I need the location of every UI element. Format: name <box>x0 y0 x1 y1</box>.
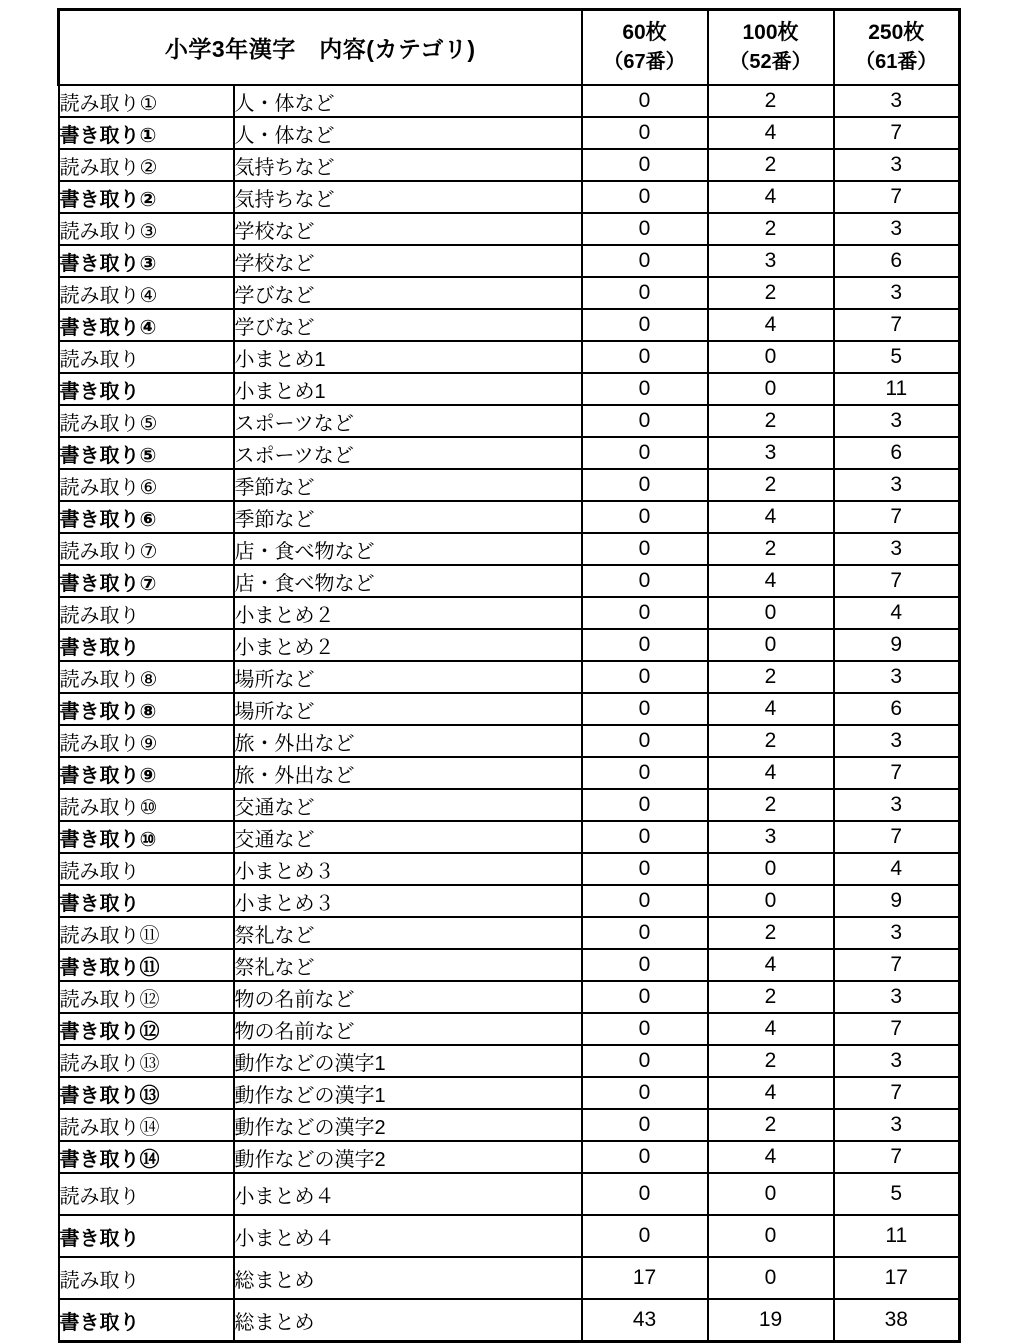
table-row <box>59 949 960 981</box>
cell-value-250: 7 <box>834 949 960 981</box>
row-section-label: 読み取り <box>59 853 234 885</box>
cell-value-250: 11 <box>834 1215 960 1257</box>
row-section-label: 書き取り⑧ <box>59 693 234 725</box>
table-row <box>59 341 960 373</box>
cell-value-250: 7 <box>834 117 960 149</box>
cell-value-100: 2 <box>708 789 834 821</box>
cell-value-250: 7 <box>834 1077 960 1109</box>
cell-value-60: 0 <box>582 629 708 661</box>
row-category-label: 小まとめ４ <box>234 1173 582 1215</box>
cell-value-100: 0 <box>708 597 834 629</box>
cell-value-100: 2 <box>708 1109 834 1141</box>
cell-value-60: 0 <box>582 789 708 821</box>
row-section-label: 書き取り <box>59 885 234 917</box>
cell-value-60: 0 <box>582 853 708 885</box>
row-section-label: 読み取り⑭ <box>59 1109 234 1141</box>
cell-value-100: 4 <box>708 757 834 789</box>
row-section-label: 書き取り① <box>59 117 234 149</box>
cell-value-60: 0 <box>582 373 708 405</box>
table-row <box>59 629 960 661</box>
table-row <box>59 405 960 437</box>
row-category-label: 小まとめ２ <box>234 597 582 629</box>
row-category-label: 学びなど <box>234 309 582 341</box>
cell-value-60: 0 <box>582 725 708 757</box>
cell-value-60: 0 <box>582 565 708 597</box>
row-section-label: 読み取り④ <box>59 277 234 309</box>
table-row <box>59 1045 960 1077</box>
cell-value-100: 4 <box>708 309 834 341</box>
cell-value-250: 3 <box>834 533 960 565</box>
row-category-label: 場所など <box>234 661 582 693</box>
row-section-label: 書き取り <box>59 1299 234 1342</box>
cell-value-250: 7 <box>834 181 960 213</box>
row-category-label: スポーツなど <box>234 437 582 469</box>
row-section-label: 読み取り③ <box>59 213 234 245</box>
kanji-summary-table <box>57 8 961 1343</box>
column-header-60-number: （67番） <box>603 51 686 74</box>
cell-value-100: 2 <box>708 85 834 117</box>
row-section-label: 読み取り <box>59 597 234 629</box>
row-section-label: 書き取り④ <box>59 309 234 341</box>
cell-value-250: 7 <box>834 821 960 853</box>
cell-value-100: 2 <box>708 405 834 437</box>
cell-value-60: 0 <box>582 213 708 245</box>
cell-value-60: 0 <box>582 1013 708 1045</box>
table-row <box>59 245 960 277</box>
row-category-label: 物の名前など <box>234 1013 582 1045</box>
column-header-250-count: 250枚 <box>868 20 925 44</box>
cell-value-60: 0 <box>582 277 708 309</box>
table-row <box>59 853 960 885</box>
row-category-label: 小まとめ４ <box>234 1215 582 1257</box>
cell-value-60: 0 <box>582 1173 708 1215</box>
cell-value-60: 0 <box>582 1109 708 1141</box>
row-category-label: 気持ちなど <box>234 181 582 213</box>
cell-value-100: 0 <box>708 373 834 405</box>
cell-value-60: 0 <box>582 917 708 949</box>
table-row <box>59 981 960 1013</box>
table-row <box>59 917 960 949</box>
cell-value-250: 3 <box>834 149 960 181</box>
row-section-label: 書き取り⑭ <box>59 1141 234 1173</box>
cell-value-100: 2 <box>708 661 834 693</box>
row-category-label: 動作などの漢字2 <box>234 1109 582 1141</box>
cell-value-60: 0 <box>582 949 708 981</box>
row-section-label: 書き取り⑦ <box>59 565 234 597</box>
cell-value-100: 2 <box>708 725 834 757</box>
cell-value-250: 6 <box>834 693 960 725</box>
cell-value-60: 0 <box>582 1141 708 1173</box>
column-header-250 <box>834 10 960 86</box>
header-row <box>59 10 960 86</box>
row-category-label: 季節など <box>234 501 582 533</box>
cell-value-100: 0 <box>708 341 834 373</box>
cell-value-60: 0 <box>582 469 708 501</box>
row-section-label: 書き取り <box>59 373 234 405</box>
cell-value-250: 7 <box>834 1141 960 1173</box>
column-header-60-count: 60枚 <box>622 20 667 44</box>
cell-value-250: 17 <box>834 1257 960 1299</box>
cell-value-250: 11 <box>834 373 960 405</box>
table-row <box>59 757 960 789</box>
table-row <box>59 1141 960 1173</box>
row-section-label: 書き取り <box>59 629 234 661</box>
row-category-label: 人・体など <box>234 117 582 149</box>
row-category-label: 小まとめ３ <box>234 885 582 917</box>
cell-value-60: 0 <box>582 149 708 181</box>
row-section-label: 書き取り⑫ <box>59 1013 234 1045</box>
cell-value-250: 9 <box>834 629 960 661</box>
cell-value-100: 4 <box>708 501 834 533</box>
row-category-label: 動作などの漢字2 <box>234 1141 582 1173</box>
row-category-label: 総まとめ <box>234 1299 582 1342</box>
table-row <box>59 437 960 469</box>
cell-value-100: 3 <box>708 245 834 277</box>
column-header-100-number: （52番） <box>729 51 812 74</box>
cell-value-60: 0 <box>582 181 708 213</box>
cell-value-250: 3 <box>834 405 960 437</box>
table-row <box>59 277 960 309</box>
row-section-label: 書き取り⑤ <box>59 437 234 469</box>
cell-value-60: 0 <box>582 245 708 277</box>
cell-value-250: 3 <box>834 213 960 245</box>
cell-value-100: 2 <box>708 213 834 245</box>
row-category-label: 総まとめ <box>234 1257 582 1299</box>
row-category-label: 動作などの漢字1 <box>234 1045 582 1077</box>
row-section-label: 読み取り⑪ <box>59 917 234 949</box>
cell-value-250: 5 <box>834 341 960 373</box>
row-category-label: 動作などの漢字1 <box>234 1077 582 1109</box>
cell-value-250: 3 <box>834 981 960 1013</box>
cell-value-100: 2 <box>708 277 834 309</box>
cell-value-60: 0 <box>582 821 708 853</box>
table-row <box>59 469 960 501</box>
table-title: 小学3年漢字 内容(カテゴリ) <box>59 10 582 86</box>
cell-value-250: 3 <box>834 277 960 309</box>
table-row <box>59 661 960 693</box>
cell-value-100: 4 <box>708 1013 834 1045</box>
row-category-label: 学びなど <box>234 277 582 309</box>
table-row <box>59 1173 960 1215</box>
row-category-label: 小まとめ1 <box>234 341 582 373</box>
cell-value-60: 0 <box>582 757 708 789</box>
row-category-label: 学校など <box>234 213 582 245</box>
row-section-label: 読み取り <box>59 1257 234 1299</box>
cell-value-60: 43 <box>582 1299 708 1342</box>
table-row <box>59 725 960 757</box>
row-category-label: 小まとめ２ <box>234 629 582 661</box>
row-section-label: 読み取り⑩ <box>59 789 234 821</box>
cell-value-60: 0 <box>582 405 708 437</box>
table-row <box>59 1109 960 1141</box>
cell-value-60: 0 <box>582 341 708 373</box>
cell-value-250: 5 <box>834 1173 960 1215</box>
row-section-label: 書き取り⑨ <box>59 757 234 789</box>
row-section-label: 読み取り <box>59 1173 234 1215</box>
cell-value-100: 19 <box>708 1299 834 1342</box>
table-row <box>59 1013 960 1045</box>
cell-value-250: 3 <box>834 789 960 821</box>
cell-value-250: 3 <box>834 917 960 949</box>
row-section-label: 読み取り① <box>59 85 234 117</box>
row-category-label: 祭礼など <box>234 917 582 949</box>
row-section-label: 読み取り <box>59 341 234 373</box>
cell-value-100: 0 <box>708 885 834 917</box>
cell-value-250: 3 <box>834 661 960 693</box>
row-category-label: 物の名前など <box>234 981 582 1013</box>
cell-value-100: 4 <box>708 1141 834 1173</box>
cell-value-100: 4 <box>708 693 834 725</box>
row-category-label: 気持ちなど <box>234 149 582 181</box>
cell-value-60: 0 <box>582 885 708 917</box>
row-category-label: 交通など <box>234 821 582 853</box>
table-row <box>59 597 960 629</box>
cell-value-100: 3 <box>708 821 834 853</box>
cell-value-250: 4 <box>834 597 960 629</box>
cell-value-60: 0 <box>582 501 708 533</box>
row-section-label: 読み取り⑧ <box>59 661 234 693</box>
cell-value-100: 3 <box>708 437 834 469</box>
row-section-label: 読み取り⑦ <box>59 533 234 565</box>
row-section-label: 書き取り⑥ <box>59 501 234 533</box>
row-section-label: 読み取り⑬ <box>59 1045 234 1077</box>
row-section-label: 読み取り⑫ <box>59 981 234 1013</box>
cell-value-100: 4 <box>708 181 834 213</box>
cell-value-250: 3 <box>834 1045 960 1077</box>
cell-value-250: 7 <box>834 1013 960 1045</box>
table-header <box>59 10 960 86</box>
table-row <box>59 565 960 597</box>
cell-value-100: 2 <box>708 917 834 949</box>
row-section-label: 読み取り⑤ <box>59 405 234 437</box>
cell-value-250: 6 <box>834 437 960 469</box>
column-header-100 <box>708 10 834 86</box>
cell-value-100: 2 <box>708 469 834 501</box>
cell-value-100: 0 <box>708 629 834 661</box>
cell-value-60: 0 <box>582 437 708 469</box>
row-section-label: 読み取り⑥ <box>59 469 234 501</box>
row-section-label: 読み取り⑨ <box>59 725 234 757</box>
cell-value-100: 0 <box>708 1173 834 1215</box>
row-category-label: 小まとめ３ <box>234 853 582 885</box>
row-category-label: 場所など <box>234 693 582 725</box>
cell-value-60: 0 <box>582 85 708 117</box>
table-row <box>59 213 960 245</box>
row-category-label: 店・食べ物など <box>234 533 582 565</box>
table-row <box>59 693 960 725</box>
column-header-100-count: 100枚 <box>742 20 799 44</box>
cell-value-100: 2 <box>708 1045 834 1077</box>
cell-value-100: 2 <box>708 149 834 181</box>
table-row <box>59 789 960 821</box>
cell-value-60: 0 <box>582 309 708 341</box>
table-row <box>59 117 960 149</box>
cell-value-100: 0 <box>708 1257 834 1299</box>
table-row <box>59 181 960 213</box>
row-section-label: 書き取り③ <box>59 245 234 277</box>
cell-value-250: 7 <box>834 565 960 597</box>
cell-value-60: 0 <box>582 693 708 725</box>
table-row <box>59 149 960 181</box>
cell-value-100: 4 <box>708 1077 834 1109</box>
row-section-label: 読み取り② <box>59 149 234 181</box>
cell-value-250: 3 <box>834 1109 960 1141</box>
column-header-250-number: （61番） <box>855 51 938 74</box>
table-row <box>59 501 960 533</box>
cell-value-60: 0 <box>582 117 708 149</box>
cell-value-60: 0 <box>582 661 708 693</box>
cell-value-250: 9 <box>834 885 960 917</box>
row-section-label: 書き取り⑬ <box>59 1077 234 1109</box>
row-section-label: 書き取り⑩ <box>59 821 234 853</box>
cell-value-100: 2 <box>708 981 834 1013</box>
row-category-label: 旅・外出など <box>234 725 582 757</box>
cell-value-100: 4 <box>708 949 834 981</box>
cell-value-60: 0 <box>582 1077 708 1109</box>
cell-value-250: 4 <box>834 853 960 885</box>
row-category-label: 祭礼など <box>234 949 582 981</box>
row-category-label: スポーツなど <box>234 405 582 437</box>
cell-value-60: 0 <box>582 533 708 565</box>
table-row <box>59 1215 960 1257</box>
row-category-label: 小まとめ1 <box>234 373 582 405</box>
row-category-label: 人・体など <box>234 85 582 117</box>
cell-value-250: 7 <box>834 309 960 341</box>
cell-value-250: 3 <box>834 725 960 757</box>
cell-value-250: 6 <box>834 245 960 277</box>
cell-value-250: 7 <box>834 501 960 533</box>
cell-value-100: 4 <box>708 565 834 597</box>
cell-value-60: 0 <box>582 1215 708 1257</box>
table-row <box>59 309 960 341</box>
cell-value-100: 0 <box>708 853 834 885</box>
cell-value-100: 2 <box>708 533 834 565</box>
row-category-label: 季節など <box>234 469 582 501</box>
column-header-60 <box>582 10 708 86</box>
cell-value-250: 38 <box>834 1299 960 1342</box>
table-row <box>59 85 960 117</box>
cell-value-60: 0 <box>582 981 708 1013</box>
row-category-label: 交通など <box>234 789 582 821</box>
cell-value-100: 4 <box>708 117 834 149</box>
table-row <box>59 1299 960 1342</box>
cell-value-60: 0 <box>582 1045 708 1077</box>
row-section-label: 書き取り <box>59 1215 234 1257</box>
cell-value-250: 3 <box>834 469 960 501</box>
row-category-label: 学校など <box>234 245 582 277</box>
row-section-label: 書き取り⑪ <box>59 949 234 981</box>
table-row <box>59 821 960 853</box>
cell-value-250: 7 <box>834 757 960 789</box>
cell-value-250: 3 <box>834 85 960 117</box>
cell-value-100: 0 <box>708 1215 834 1257</box>
table-row <box>59 373 960 405</box>
table-body <box>59 85 960 1342</box>
cell-value-60: 0 <box>582 597 708 629</box>
table-row <box>59 1257 960 1299</box>
table-row <box>59 885 960 917</box>
row-category-label: 店・食べ物など <box>234 565 582 597</box>
table-row <box>59 533 960 565</box>
row-section-label: 書き取り② <box>59 181 234 213</box>
cell-value-60: 17 <box>582 1257 708 1299</box>
row-category-label: 旅・外出など <box>234 757 582 789</box>
table-row <box>59 1077 960 1109</box>
